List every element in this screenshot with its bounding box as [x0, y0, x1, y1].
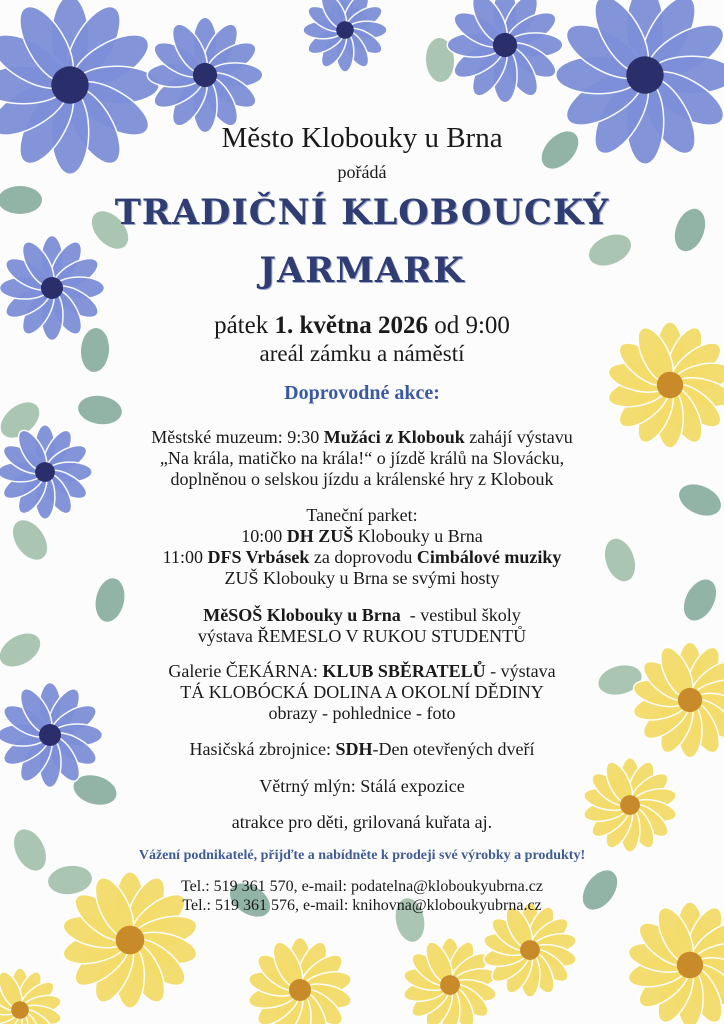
flower-center [520, 940, 540, 960]
contacts [0, 877, 724, 915]
flower-center [193, 63, 217, 87]
flower-center [11, 1001, 29, 1019]
section-title: Doprovodné akce: [284, 382, 440, 404]
gallery-event: Galerie ČEKÁRNA: KLUB SBĚRATELŮ - výstava TÁ KLOBÓCKÁ DOLINA A OKOLNÍ DĚDINY obrazy - pohlednice - foto [168, 661, 556, 723]
flower-center [677, 952, 703, 978]
kids-attractions: atrakce pro děti, grilovaná kuřata aj. [231, 812, 493, 832]
museum-event: Městské muzeum: 9:30 Mužáci z Klobouk zahájí výstavu „Na krála, matičko na krála!“ o jízdě králů na Slovácku, doplněnou o selskou jízdu a králenské hry z Klobouk [151, 427, 573, 489]
organizer: Město Klobouky u Brna [221, 122, 503, 154]
flower-center [493, 33, 517, 57]
flower-center [116, 926, 145, 955]
vendor-invitation: Vážení podnikatelé, přijďte a nabídněte k prodeji své výrobky a produkty! [138, 848, 586, 863]
flower-center [440, 975, 460, 995]
flower-center [289, 979, 311, 1001]
contact-2: Tel.: 519 361 576, e-mail: knihovna@kloboukyubrna.cz [182, 897, 542, 914]
windmill-event: Větrný mlýn: Stálá expozice [259, 776, 465, 796]
event-title-line2: JARMARK [259, 250, 465, 291]
contact-1: Tel.: 519 361 570, e-mail: podatelna@kloboukyubrna.cz [181, 878, 543, 895]
event-title-line1: TRADIČNÍ KLOBOUCKÝ [114, 192, 610, 233]
event-date: pátek 1. května 2026 od 9:00 [214, 312, 510, 339]
school-event: MěSOŠ Klobouky u Brna - vestibul školy výstava ŘEMESLO V RUKOU STUDENTŮ [197, 605, 527, 646]
presents-label: pořádá [337, 162, 387, 182]
flower-center [336, 21, 354, 39]
flower-center [626, 56, 663, 93]
fire-station-event: Hasičská zbrojnice: SDH-Den otevřených dveří [189, 739, 535, 759]
event-place: areál zámku a náměstí [259, 341, 465, 366]
flower-center [51, 66, 88, 103]
dance-event: Taneční parket: 10:00 DH ZUŠ Klobouky u Brna 11:00 DFS Vrbásek za doprovodu Cimbálové muziky ZUŠ Klobouky u Brna se svými hosty [162, 505, 562, 588]
